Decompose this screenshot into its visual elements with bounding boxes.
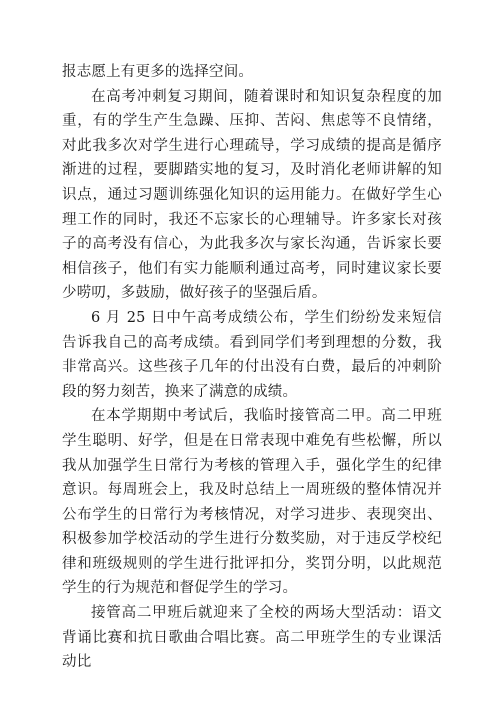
paragraph-5: 接管高二甲班后就迎来了全校的两场大型活动：语文背诵比赛和抗日歌曲合唱比赛。高二甲班学生的专业课活动比 <box>62 605 442 671</box>
paragraph-4: 在本学期期中考试后，我临时接管高二甲。高二甲班学生聪明、好学，但是在日常表现中难免有些松懈，所以我从加强学生日常行为考核的管理入手，强化学生的纪律意识。每周班会上，我及时总结上一周班级的整体情况并公布学生的日常行为考核情况，对学习进步、表现突出、积极参加学校活动的学生进行分数奖励，对于违反学校纪律和班级规则的学生进行批评扣分，奖罚分明，以此规范学生的行为规范和督促学生的学习。 <box>62 408 442 597</box>
document-page <box>62 60 442 675</box>
paragraph-2: 在高考冲刺复习期间，随着课时和知识复杂程度的加重，有的学生产生急躁、压抑、苦闷、焦虑等不良情绪，对此我多次对学生进行心理疏导，学习成绩的提高是循序渐进的过程，要脚踏实地的复习，及时消化老师讲解的知识点，通过习题训练强化知识的运用能力。在做好学生心理工作的同时，我还不忘家长的心理辅导。许多家长对孩子的高考没有信心，为此我多次与家长沟通，告诉家长要相信孩子，他们有实力能顺利通过高考，同时建议家长要少唠叨，多鼓励，做好孩子的坚强后盾。 <box>62 88 442 302</box>
paragraph-1: 报志愿上有更多的选择空间。 <box>62 64 254 80</box>
paragraph-3: 6 月 25 日中午高考成绩公布，学生们纷纷发来短信告诉我自己的高考成绩。看到同学们考到理想的分数，我非常高兴。这些孩子几年的付出没有白费，最后的冲刺阶段的努力刻苦，换来了满意的成绩。 <box>62 309 442 400</box>
